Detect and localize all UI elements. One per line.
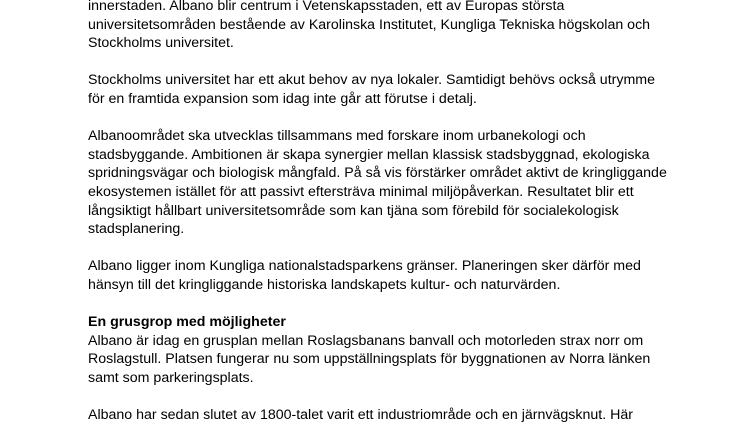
text-line: stadsplanering. <box>88 221 185 238</box>
paragraph-nationalstadspark <box>88 257 708 294</box>
text-line: ekosystemen istället för att passivt eftersträva minimal miljöpåverkan. Resultatet blir ett <box>88 183 634 200</box>
text-line: långsiktigt hållbart universitetsområde som kan tjäna som förebild för socialekologisk <box>88 202 619 219</box>
text-line: Albano är idag en grusplan mellan Roslagsbanans banvall och motorleden strax norr om <box>88 332 644 349</box>
text-line: Stockholms universitet har ett akut behov av nya lokaler. Samtidigt behövs också utrymme <box>88 72 655 89</box>
text-line: universitetsområden bestående av Karolinska Institutet, Kungliga Tekniska högskolan och <box>88 16 651 33</box>
document-page <box>88 0 708 443</box>
paragraph-industriomrade <box>88 406 708 425</box>
paragraph-urbanekologi <box>88 127 708 239</box>
text-line: Albano har sedan slutet av 1800-talet varit ett industriområde och en järnvägsknut. Här <box>88 407 633 424</box>
paragraph-vetenskapsstaden <box>88 0 708 53</box>
section-heading: En grusgrop med möjligheter <box>88 314 286 331</box>
text-line: för en framtida expansion som idag inte går att förutse i detalj. <box>88 90 477 107</box>
section-grusgrop <box>88 313 708 387</box>
text-line: stadsbyggande. Ambitionen är skapa synergier mellan klassisk stadsbyggnad, ekologiska <box>88 146 650 163</box>
text-line: Albanoområdet ska utvecklas tillsammans med forskare inom urbanekologi och <box>88 128 586 145</box>
text-line: innerstaden. Albano blir centrum i Vetenskapsstaden, ett av Europas största <box>88 0 565 14</box>
text-line: hänsyn till det kringliggande historiska landskapets kultur- och naturvärden. <box>88 276 561 293</box>
paragraph-lokaler <box>88 71 708 108</box>
text-line: spridningsvägar och biologisk mångfald. På så vis förstärker området aktivt de kringliggande <box>88 165 667 182</box>
text-line: samt som parkeringsplats. <box>88 369 254 386</box>
text-line: Roslagstull. Platsen fungerar nu som uppställningsplats för byggnationen av Norra länken <box>88 351 651 368</box>
text-line: Stockholms universitet. <box>88 35 234 52</box>
text-line: Albano ligger inom Kungliga nationalstadsparkens gränser. Planeringen sker därför med <box>88 258 641 275</box>
